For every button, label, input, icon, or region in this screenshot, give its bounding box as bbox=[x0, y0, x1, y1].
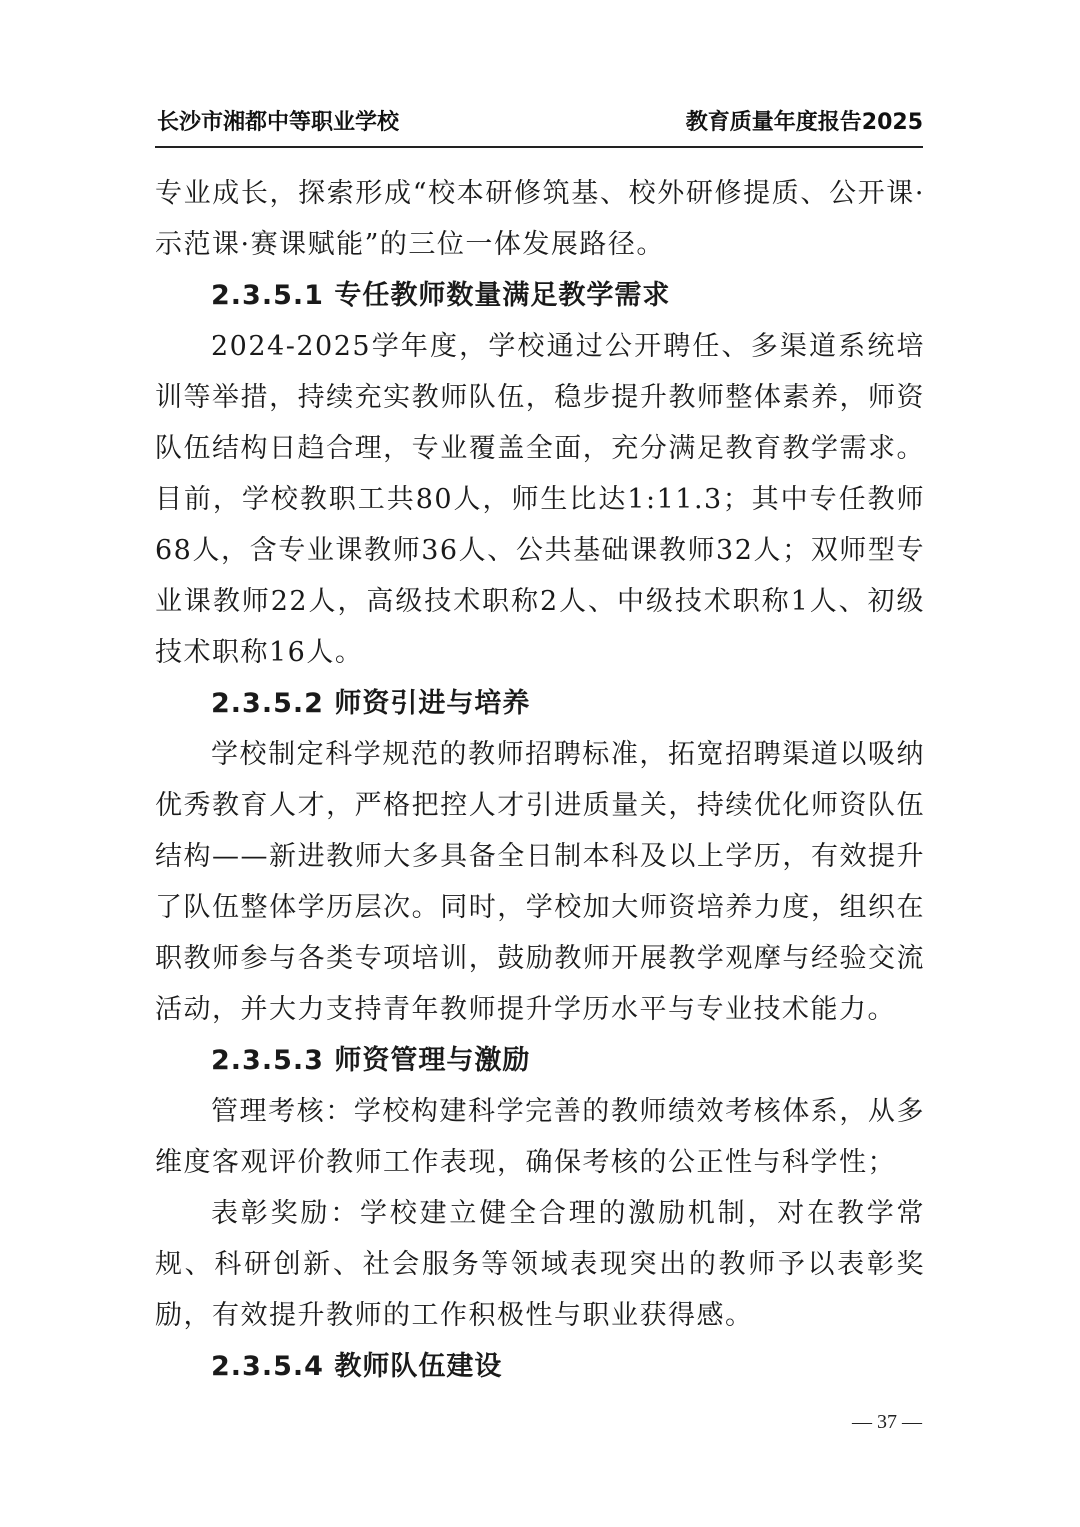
header-school-name: 长沙市湘都中等职业学校 bbox=[157, 110, 400, 135]
section-heading-2-3-5-4: 2.3.5.4 教师队伍建设 bbox=[211, 1351, 503, 1382]
section-heading-2-3-5-2: 2.3.5.2 师资引进与培养 bbox=[211, 688, 531, 719]
section-paragraph-rewards: 表彰奖励：学校建立健全合理的激励机制，对在教学常规、科研创新、社会服务等领域表现突出的教师予以表彰奖励，有效提升教师的工作积极性与职业获得感。 bbox=[155, 1198, 925, 1331]
page-number: — 37 — bbox=[852, 1411, 922, 1433]
intro-paragraph: 专业成长，探索形成“校本研修筑基、校外研修提质、公开课·示范课·赛课赋能”的三位一体发展路径。 bbox=[155, 178, 925, 260]
section-paragraph-management: 管理考核：学校构建科学完善的教师绩效考核体系，从多维度客观评价教师工作表现，确保考核的公正性与科学性； bbox=[155, 1096, 925, 1178]
section-paragraph-2-3-5-1: 2024-2025学年度，学校通过公开聘任、多渠道系统培训等举措，持续充实教师队伍，稳步提升教师整体素养，师资队伍结构日趋合理，专业覆盖全面，充分满足教育教学需求。目前，学校教职工共80人，师生比达1:11.3；其中专任教师68人，含专业课教师36人、公共基础课教师32人；双师型专业课教师22人，高级技术职称2人、中级技术职称1人、初级技术职称16人。 bbox=[155, 331, 925, 668]
section-heading-2-3-5-3: 2.3.5.3 师资管理与激励 bbox=[211, 1045, 531, 1076]
section-paragraph-2-3-5-2: 学校制定科学规范的教师招聘标准，拓宽招聘渠道以吸纳优秀教育人才，严格把控人才引进质量关，持续优化师资队伍结构——新进教师大多具备全日制本科及以上学历，有效提升了队伍整体学历层次。同时，学校加大师资培养力度，组织在职教师参与各类专项培训，鼓励教师开展教学观摩与经验交流活动，并大力支持青年教师提升学历水平与专业技术能力。 bbox=[155, 739, 925, 1025]
page-body bbox=[155, 168, 925, 1392]
header-report-title: 教育质量年度报告2025 bbox=[685, 110, 923, 135]
section-heading-2-3-5-1: 2.3.5.1 专任教师数量满足教学需求 bbox=[211, 280, 671, 311]
page-header bbox=[155, 108, 923, 148]
header-divider bbox=[155, 146, 923, 148]
